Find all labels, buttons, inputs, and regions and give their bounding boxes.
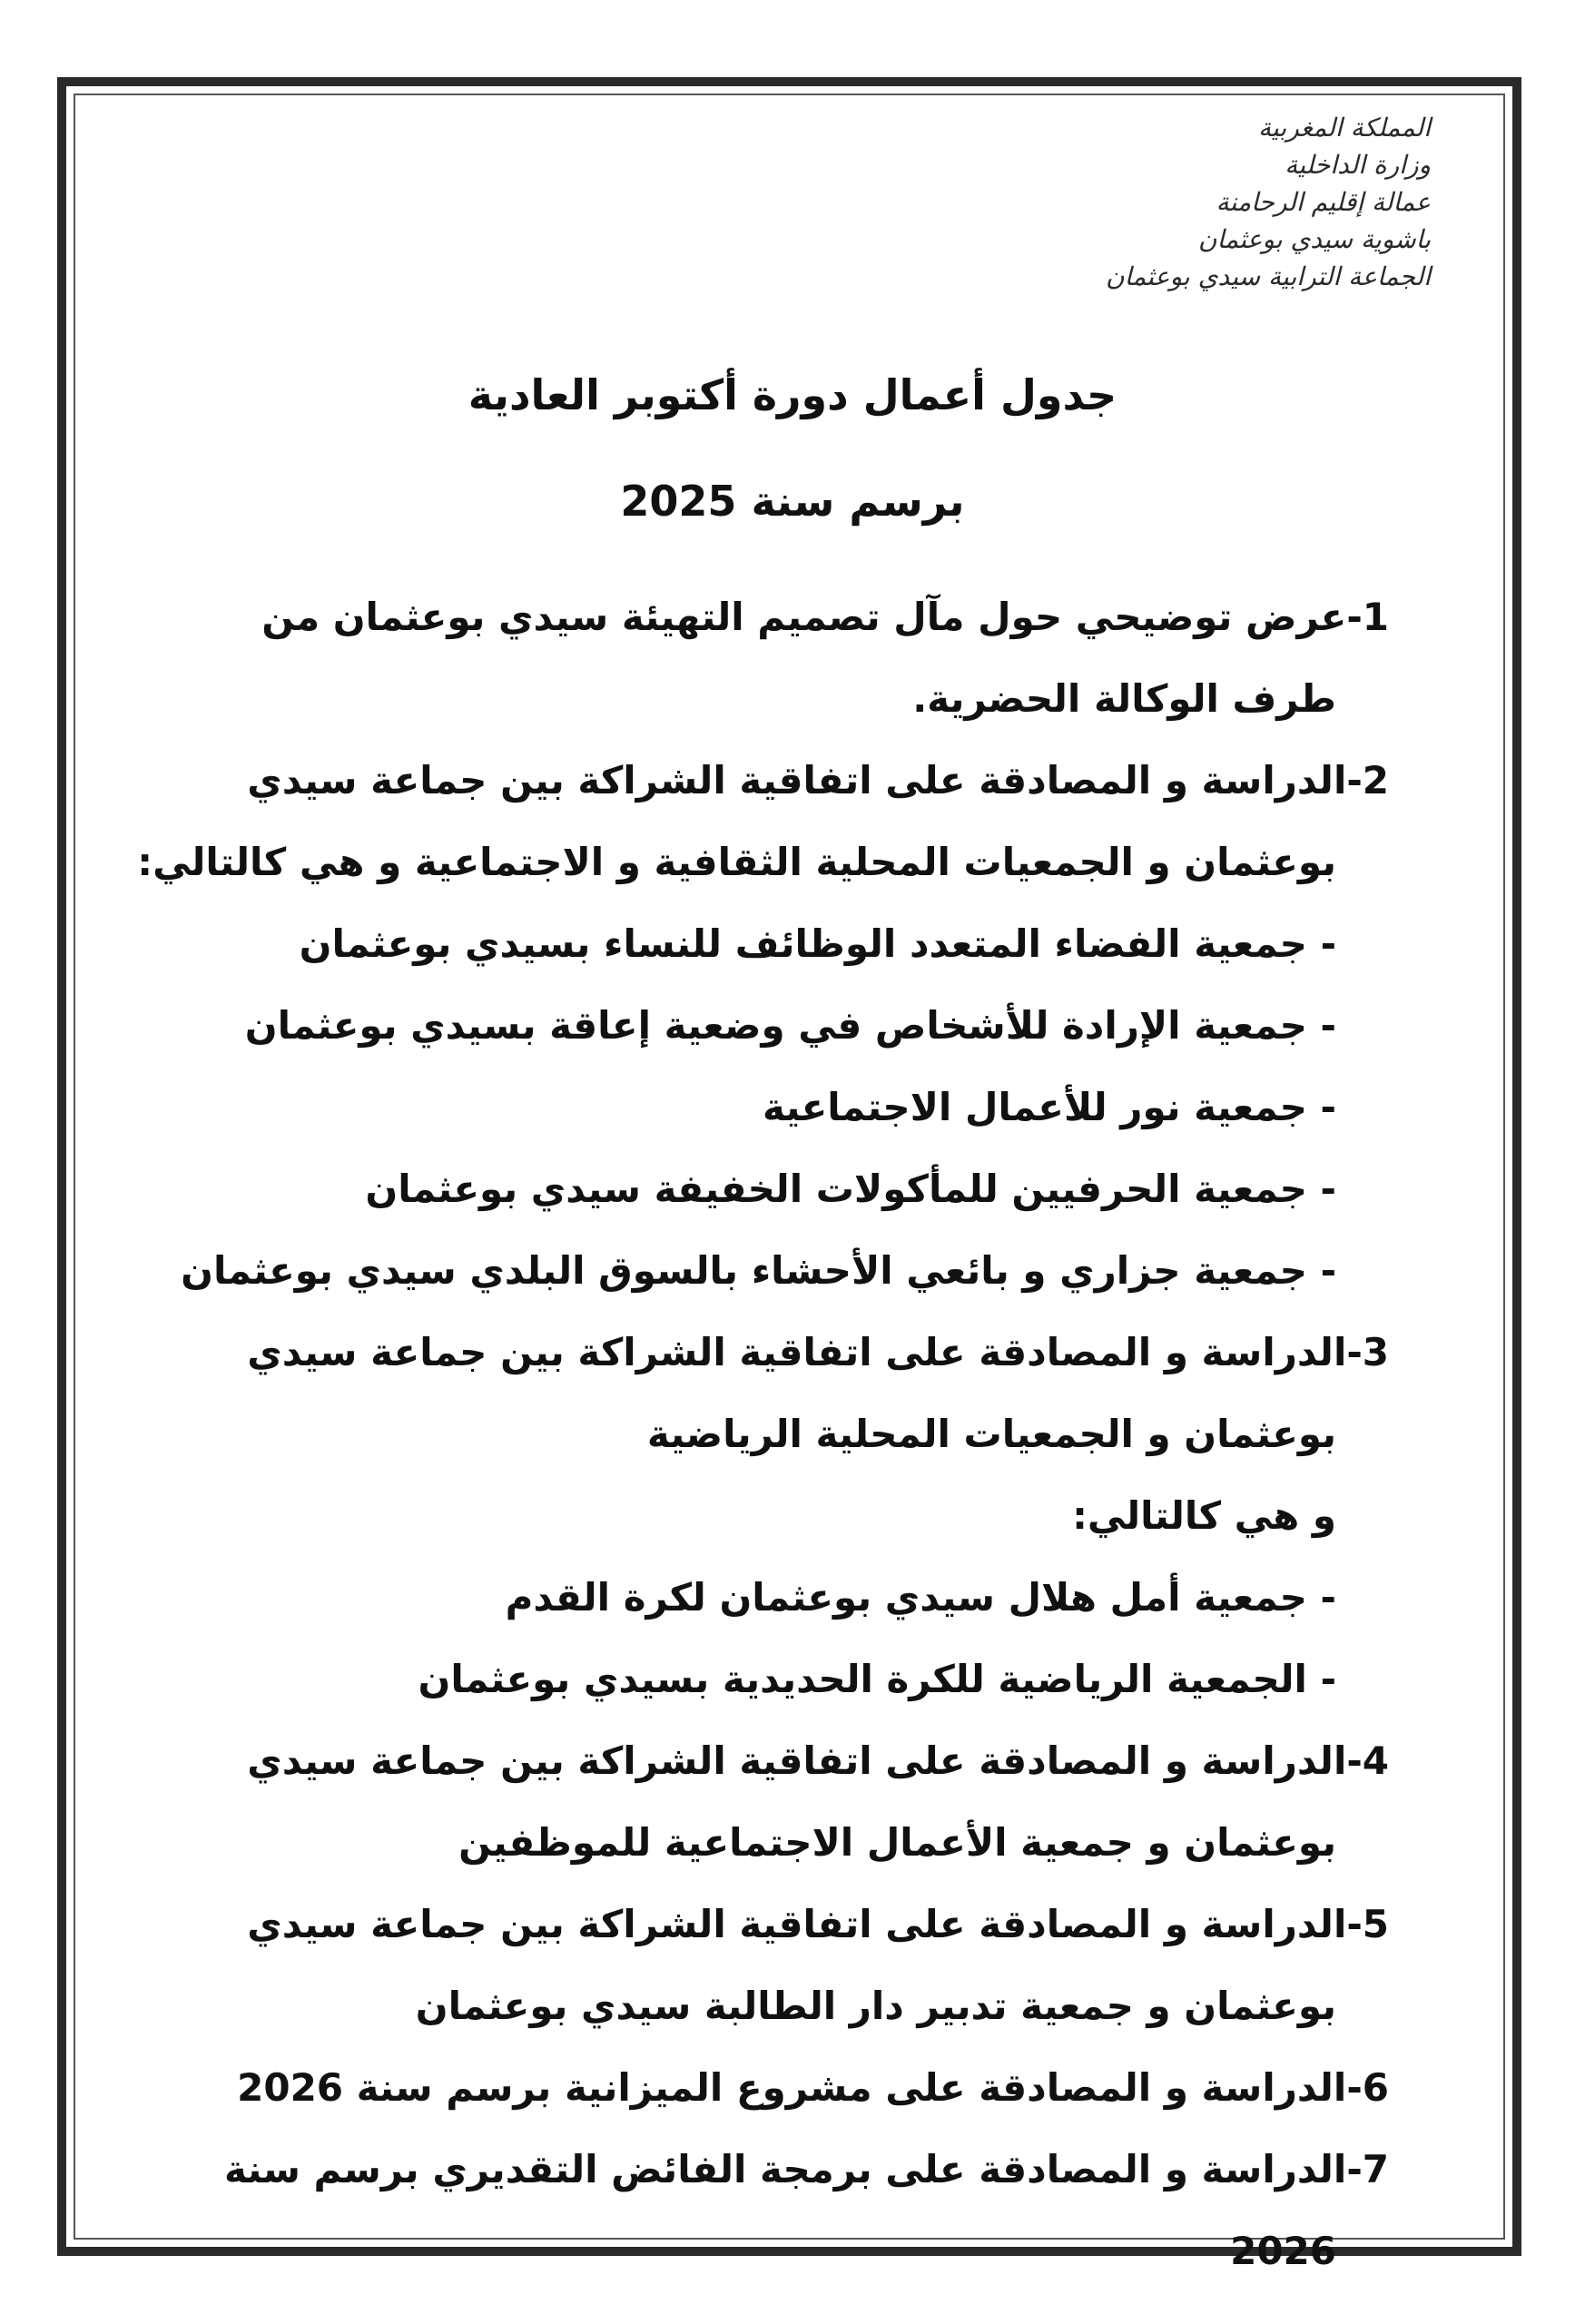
subitem-association: - جمعية الفضاء المتعدد الوظائف للنساء بسيدي بوعثمان — [299, 921, 1336, 966]
agenda-item-4 — [172, 1720, 1389, 1884]
agenda-item-3-subitems — [172, 1557, 1389, 1720]
subitem-association: - جمعية أمل هلال سيدي بوعثمان لكرة القدم — [505, 1575, 1336, 1620]
agenda-item-6-line-1: 6-الدراسة و المصادقة على مشروع الميزانية برسم سنة 2026 — [237, 2065, 1389, 2110]
agenda-item-7-line-2: 2026 — [1230, 2229, 1336, 2273]
letterhead — [1106, 109, 1431, 295]
agenda-item-5-line-1: 5-الدراسة و المصادقة على اتفاقية الشراكة بين جماعة سيدي — [247, 1902, 1389, 1946]
agenda-item-2-line-2: بوعثمان و الجمعيات المحلية الثقافية و الاجتماعية و هي كالتالي: — [137, 840, 1336, 884]
agenda-item-3-line-3: و هي كالتالي: — [1072, 1493, 1336, 1538]
agenda-item-5-line-2: بوعثمان و جمعية تدبير دار الطالبة سيدي بوعثمان — [415, 1984, 1336, 2028]
subitem-association: - الجمعية الرياضية للكرة الحديدية بسيدي بوعثمان — [418, 1657, 1336, 1701]
agenda-item-3-line-2: بوعثمان و الجمعيات المحلية الرياضية — [646, 1412, 1336, 1456]
subitem-association: - جمعية الإرادة للأشخاص في وضعية إعاقة بسيدي بوعثمان — [244, 1003, 1336, 1048]
agenda-item-1-line-2: طرف الوكالة الحضرية. — [912, 676, 1336, 721]
subitem-association: - جمعية الحرفيين للمأكولات الخفيفة سيدي بوعثمان — [365, 1167, 1336, 1211]
document-title: جدول أعمال دورة أكتوبر العادية — [468, 370, 1117, 419]
letterhead-pashalik: باشوية سيدي بوعثمان — [1197, 224, 1431, 254]
letterhead-commune: الجماعة الترابية سيدي بوعثمان — [1106, 261, 1431, 291]
subitem-association: - جمعية جزاري و بائعي الأحشاء بالسوق البلدي سيدي بوعثمان — [181, 1248, 1336, 1293]
agenda-item-1 — [172, 576, 1389, 740]
letterhead-kingdom: المملكة المغربية — [1257, 113, 1431, 143]
letterhead-province: عمالة إقليم الرحامنة — [1216, 187, 1431, 217]
agenda-item-5 — [172, 1884, 1389, 2047]
agenda-item-1-line-1: 1-عرض توضيحي حول مآل تصميم التهيئة سيدي بوعثمان من — [261, 595, 1389, 639]
agenda-item-2-subitems — [172, 903, 1389, 1312]
agenda-item-4-line-2: بوعثمان و جمعية الأعمال الاجتماعية للموظفين — [458, 1820, 1336, 1865]
document-year: برسم سنة 2025 — [620, 477, 965, 526]
letterhead-ministry: وزارة الداخلية — [1285, 150, 1431, 180]
agenda-item-3 — [172, 1312, 1389, 1720]
agenda-item-6 — [172, 2047, 1389, 2129]
agenda-item-7 — [172, 2129, 1389, 2292]
agenda-item-2 — [137, 740, 1389, 1312]
agenda-item-4-line-1: 4-الدراسة و المصادقة على اتفاقية الشراكة بين جماعة سيدي — [247, 1738, 1389, 1783]
subitem-association: - جمعية نور للأعمال الاجتماعية — [763, 1085, 1336, 1129]
agenda-list — [137, 576, 1389, 2292]
agenda-item-3-line-1: 3-الدراسة و المصادقة على اتفاقية الشراكة بين جماعة سيدي — [247, 1330, 1389, 1374]
agenda-item-2-line-1: 2-الدراسة و المصادقة على اتفاقية الشراكة بين جماعة سيدي — [247, 758, 1389, 803]
agenda-item-7-line-1: 7-الدراسة و المصادقة على برمجة الفائض التقديري برسم سنة — [224, 2147, 1389, 2191]
